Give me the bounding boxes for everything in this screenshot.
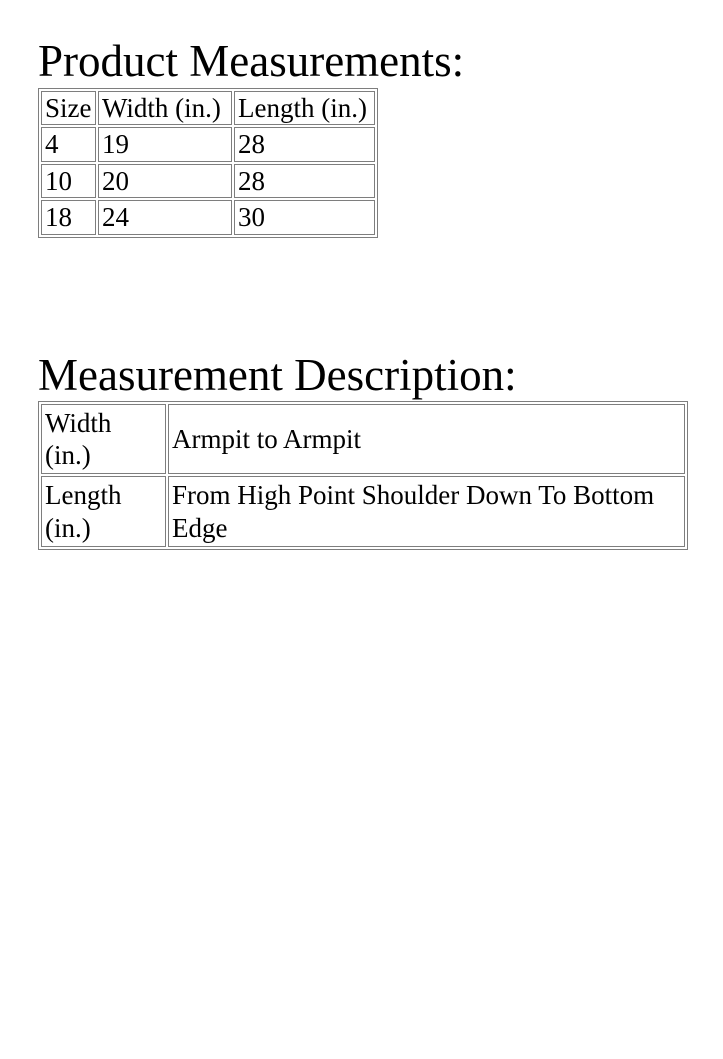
cell-length: 30 [234, 200, 375, 234]
cell-size: 10 [41, 164, 96, 198]
page [0, 35, 723, 550]
table-row [41, 200, 375, 234]
measurement-description-heading: Measurement Description: [38, 349, 517, 400]
cell-term: Length (in.) [41, 476, 166, 547]
cell-term: Width (in.) [41, 404, 166, 475]
cell-description: From High Point Shoulder Down To Bottom Edge [168, 476, 685, 547]
table-row [41, 476, 685, 547]
cell-length: 28 [234, 164, 375, 198]
cell-size: 4 [41, 127, 96, 161]
cell-width: 19 [98, 127, 232, 161]
table-row [41, 404, 685, 475]
column-header-length: Length (in.) [234, 91, 375, 125]
table-row [41, 127, 375, 161]
cell-width: 20 [98, 164, 232, 198]
product-measurements-table [38, 88, 378, 238]
table-header-row [41, 91, 375, 125]
cell-width: 24 [98, 200, 232, 234]
column-header-width: Width (in.) [98, 91, 232, 125]
column-header-size: Size [41, 91, 96, 125]
table-row [41, 164, 375, 198]
cell-size: 18 [41, 200, 96, 234]
product-measurements-heading: Product Measurements: [38, 36, 465, 86]
measurement-description-table [38, 401, 688, 551]
cell-description: Armpit to Armpit [168, 404, 685, 475]
cell-length: 28 [234, 127, 375, 161]
